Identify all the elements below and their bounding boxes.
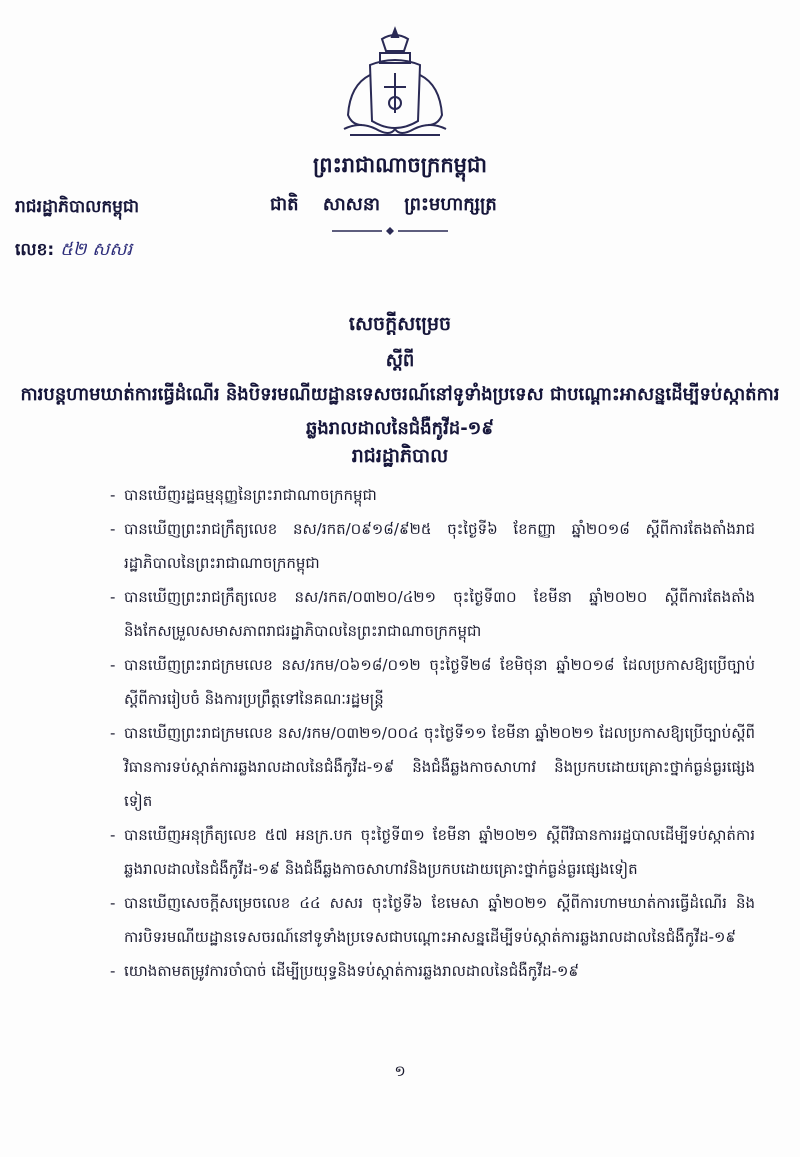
issuing-government: រាជរដ្ឋាភិបាលកម្ពុជា (15, 197, 140, 217)
about-label: ស្តីពី (385, 350, 415, 371)
preamble-item: - បានឃើញព្រះរាជក្រមលេខ នស/រកម/០៦១៨/០១២ ចុះថ្ងៃទី២៨ ខែមិថុនា ឆ្នាំ២០១៨ ដែលប្រកាសឱ្យប្រើច្បាប់ស្តីពីការរៀបចំ និងការប្រព្រឹត្តទៅនៃគណៈរដ្ឋមន្ត្រី (110, 648, 755, 716)
preamble-item: - បានឃើញសេចក្តីសម្រេចលេខ ៤៤ សសរ ចុះថ្ងៃទី៦ ខែមេសា ឆ្នាំ២០២១ ស្តីពីការហាមឃាត់ការធ្វើដំណើរ និងការបិទរមណីយដ្ឋានទេសចរណ៍នៅទូទាំងប្រទេសជាបណ្តោះអាសន្នដើម្បីទប់ស្កាត់ការឆ្លងរាលដាលនៃជំងឺកូវីដ-១៩ (110, 886, 755, 954)
royal-coat-of-arms-emblem (330, 25, 460, 145)
preamble-item: - បានឃើញព្រះរាជក្រមលេខ នស/រកម/០៣២១/០០៤ ចុះថ្ងៃទី១១ ខែមីនា ឆ្នាំ២០២១ ដែលប្រកាសឱ្យប្រើច្បាប់ស្តីពីវិធានការទប់ស្កាត់ការឆ្លងរាលដាលនៃជំងឺកូវីដ-១៩ និងជំងឺឆ្លងកាចសាហាវ និងប្រកបដោយគ្រោះថ្នាក់ធ្ងន់ធ្ងរផ្សេងទៀត (110, 716, 755, 818)
preamble-item: - បានឃើញអនុក្រឹត្យលេខ ៥៧ អនក្រ.បក ចុះថ្ងៃទី៣១ ខែមីនា ឆ្នាំ២០២១ ស្តីពីវិធានការរដ្ឋបាលដើម្បីទប់ស្កាត់ការឆ្លងរាលដាលនៃជំងឺកូវីដ-១៩ និងជំងឺឆ្លងកាចសាហាវនិងប្រកបដោយគ្រោះថ្នាក់ធ្ងន់ធ្ងរផ្សេងទៀត (110, 818, 755, 886)
reference-line (15, 237, 132, 264)
decision-heading: សេចក្តីសម្រេច (348, 313, 452, 335)
reference-number: ៥២ សសរ (60, 239, 133, 260)
preamble-item: - បានឃើញព្រះរាជក្រឹត្យលេខ នស/រកត/០៩១៨/៩២៥ ចុះថ្ងៃទី៦ ខែកញ្ញា ឆ្នាំ២០១៨ ស្តីពីការតែងតាំងរាជរដ្ឋាភិបាលនៃព្រះរាជាណាចក្រកម្ពុជា (110, 512, 755, 580)
preamble-item: - បានឃើញព្រះរាជក្រឹត្យលេខ នស/រកត/០៣២០/៤២១ ចុះថ្ងៃទី៣០ ខែមីនា ឆ្នាំ២០២០ ស្តីពីការតែងតាំង និងកែសម្រួលសមាសភាពរាជរដ្ឋាភិបាលនៃព្រះរាជាណាចក្រកម្ពុជា (110, 580, 755, 648)
preamble-item: - បានឃើញរដ្ឋធម្មនុញ្ញនៃព្រះរាជាណាចក្រកម្ពុជា (110, 478, 755, 512)
national-motto: ជាតិ សាសនា ព្រះមហាក្សត្រ (270, 194, 497, 215)
reference-label: លេខ: (15, 240, 55, 260)
page-number: ១ (394, 1062, 406, 1080)
kingdom-title: ព្រះរាជាណាចក្រកម្ពុជា (312, 153, 487, 177)
decision-subject: ការបន្តហាមឃាត់ការធ្វើដំណើរ និងបិទរមណីយដ្ឋានទេសចរណ៍នៅទូទាំងប្រទេស ជាបណ្តោះអាសន្នដើម្បីទប់ស្កាត់ការឆ្លងរាលដាលនៃជំងឺកូវីដ-១៩ (20, 384, 780, 439)
preamble-list (110, 478, 755, 988)
preamble-item: - យោងតាមតម្រូវការចាំបាច់ ដើម្បីប្រយុទ្ធនិងទប់ស្កាត់ការឆ្លងរាលដាលនៃជំងឺកូវីដ-១៩ (110, 954, 755, 988)
issuer-heading: រាជរដ្ឋាភិបាល (351, 445, 449, 467)
ornamental-divider (330, 226, 450, 236)
